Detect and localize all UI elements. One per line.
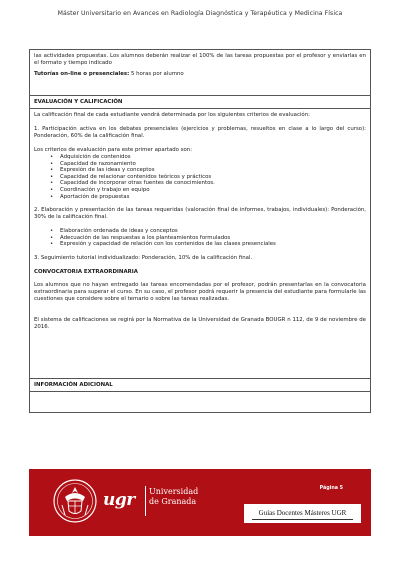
page-header: Máster Universitario en Avances en Radiología Diagnóstica y Terapéutica y Medicina Física <box>57 10 343 17</box>
list-item: • Coordinación y trabajo en equipo <box>60 187 366 194</box>
normativa-text: El sistema de calificaciones se regirá por la Normativa de la Universidad de Granada BOUGR n 112, de 9 de noviembre de 2016. <box>34 316 366 330</box>
criteria2-list <box>34 228 366 248</box>
convocatoria-text: Los alumnos que no hayan entregado las tareas encomendadas por el profesor, podrán presentarlas en la convocatoria extraordinaria para superar el curso. En su caso, el profesor podrá requerir la presencia del estudiante para formularle las cuestiones que considere sobre el temario o sobre las tareas realizadas. <box>34 281 366 302</box>
tutorias-value: 5 horas por alumno <box>129 71 184 77</box>
criteria-list <box>34 154 366 200</box>
logo-divider <box>145 486 146 516</box>
info-body <box>30 392 370 412</box>
university-line-1: Universidad <box>149 487 199 496</box>
university-line-2: de Granada <box>149 497 197 506</box>
evaluation-intro: La calificación final de cada estudiante vendrá determinada por los siguientes criterios de evaluación: <box>34 112 310 118</box>
list-item: • Adquisición de contenidos <box>60 154 366 161</box>
list-item: • Capacidad de incorporar otras fuentes de conocimientos. <box>60 180 366 187</box>
evaluation-heading-row <box>30 96 370 109</box>
list-item: • Expresión de las ideas y conceptos <box>60 167 366 174</box>
evaluation-body <box>30 109 370 379</box>
criteria-intro: Los criterios de evaluación para este primer apartado son: <box>34 147 193 153</box>
criterion-3: 3. Seguimiento tutorial individualizado: Ponderación, 10% de la calificación final. <box>34 254 253 261</box>
evaluation-heading: EVALUACIÓN Y CALIFICACIÓN <box>34 99 123 105</box>
guide-underline <box>252 519 353 520</box>
convocatoria-heading: CONVOCATORIA EXTRAORDINARIA <box>34 268 138 275</box>
tutorias-line <box>34 71 366 78</box>
page-number: Página 5 <box>319 486 343 491</box>
list-item: • Aportación de propuestas <box>60 194 366 201</box>
university-name <box>149 487 198 507</box>
guide-label-box <box>244 504 361 523</box>
footer-band <box>29 469 371 536</box>
list-item: • Elaboración ordenada de ideas y conceptos <box>60 228 366 235</box>
criterion-2: 2. Elaboración y presentación de las tareas requeridas (valoración final de informes, trabajos, individuales): Ponderación, 30% de la calificación final. <box>34 207 366 221</box>
list-item: • Capacidad de relacionar contenidos teóricos y prácticos <box>60 174 366 181</box>
info-heading-row <box>30 379 370 392</box>
list-item: • Expresión y capacidad de relación con los contenidos de las clases presenciales <box>60 241 366 248</box>
university-seal-icon <box>53 479 97 523</box>
tutorias-label: Tutorías on-line o presenciales: <box>34 71 130 77</box>
list-item: • Adecuación de las respuestas a los planteamientos formulados <box>60 235 366 242</box>
content-table <box>29 49 371 413</box>
criterion-1: 1. Participación activa en los debates presenciales (ejercicios y problemas, resueltos en clase a lo largo del curso): Ponderación, 60% de la calificación final. <box>34 126 366 139</box>
info-heading: INFORMACIÓN ADICIONAL <box>34 382 113 388</box>
ugr-logo: ugr <box>103 490 135 510</box>
list-item: • Capacidad de razonamiento <box>60 161 366 168</box>
activities-text: las actividades propuestas. Los alumnos deberán realizar el 100% de las tareas propuestas por el profesor y enviarlas en el formato y tiempo indicado <box>34 53 366 66</box>
activities-section <box>30 50 370 96</box>
guide-label: Guías Docentes Másteres UGR <box>258 509 347 517</box>
